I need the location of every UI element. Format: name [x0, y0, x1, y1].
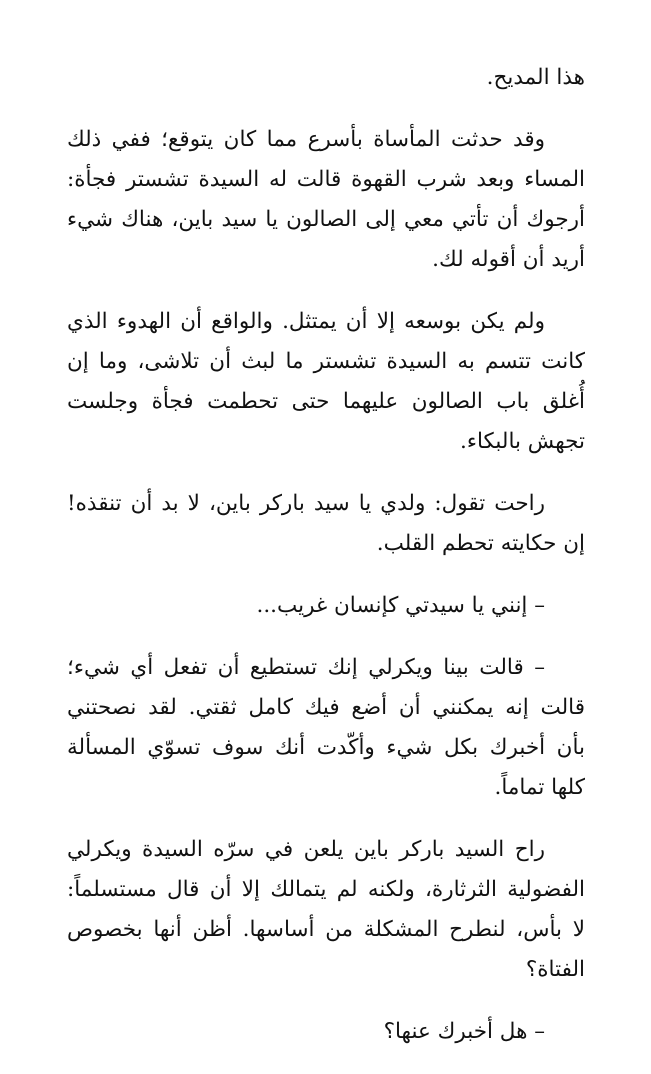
text-line: راح السيد باركر باين يلعن في سرّه السيدة ويكرلي	[67, 837, 545, 862]
paragraph-2	[67, 120, 585, 280]
text-line: بأن أخبرك بكل شيء وأكّدت أنك سوف تسوّي المسألة	[67, 735, 585, 760]
paragraph-3	[67, 302, 585, 462]
text-line: أرجوك أن تأتي معي إلى الصالون يا سيد باين، هناك شيء	[67, 207, 585, 232]
paragraph-1	[67, 58, 585, 98]
text-line: – إنني يا سيدتي كإنسان غريب...	[256, 593, 545, 618]
book-page	[67, 58, 585, 1074]
text-line: تجهش بالبكاء.	[460, 429, 585, 454]
paragraph-7	[67, 830, 585, 990]
text-line: – قالت بينا ويكرلي إنك تستطيع أن تفعل أي شيء؛	[67, 655, 545, 680]
text-line: – هل أخبرك عنها؟	[383, 1019, 545, 1044]
text-line: الفتاة؟	[525, 957, 585, 982]
text-line: كلها تماماً.	[494, 775, 585, 800]
text-line: راحت تقول: ولدي يا سيد باركر باين، لا بد أن تنقذه!	[67, 491, 545, 516]
dialogue-line-1	[67, 586, 585, 626]
text-line: وقد حدثت المأساة بأسرع مما كان يتوقع؛ ففي ذلك	[67, 127, 545, 152]
text-line: إن حكايته تحطم القلب.	[376, 531, 585, 556]
text-line: كانت تتسم به السيدة تشستر ما لبث أن تلاشى، وما إن	[67, 349, 585, 374]
paragraph-4	[67, 484, 585, 564]
text-line: لا بأس، لنطرح المشكلة من أساسها. أظن أنها بخصوص	[67, 917, 585, 942]
text-line: أُغلق باب الصالون عليهما حتى تحطمت فجأة وجلست	[67, 389, 585, 414]
dialogue-line-2	[67, 1012, 585, 1052]
text-line: المساء وبعد شرب القهوة قالت له السيدة تشستر فجأة:	[67, 167, 585, 192]
text-line: الفضولية الثرثارة، ولكنه لم يتمالك إلا أن قال مستسلماً:	[67, 877, 585, 902]
text-line: قالت إنه يمكنني أن أضع فيك كامل ثقتي. لقد نصحتني	[67, 695, 585, 720]
text-line: ولم يكن بوسعه إلا أن يمتثل. والواقع أن الهدوء الذي	[67, 309, 545, 334]
text-line: هذا المديح.	[486, 65, 585, 90]
text-line: أريد أن أقوله لك.	[432, 247, 585, 272]
paragraph-6	[67, 648, 585, 808]
